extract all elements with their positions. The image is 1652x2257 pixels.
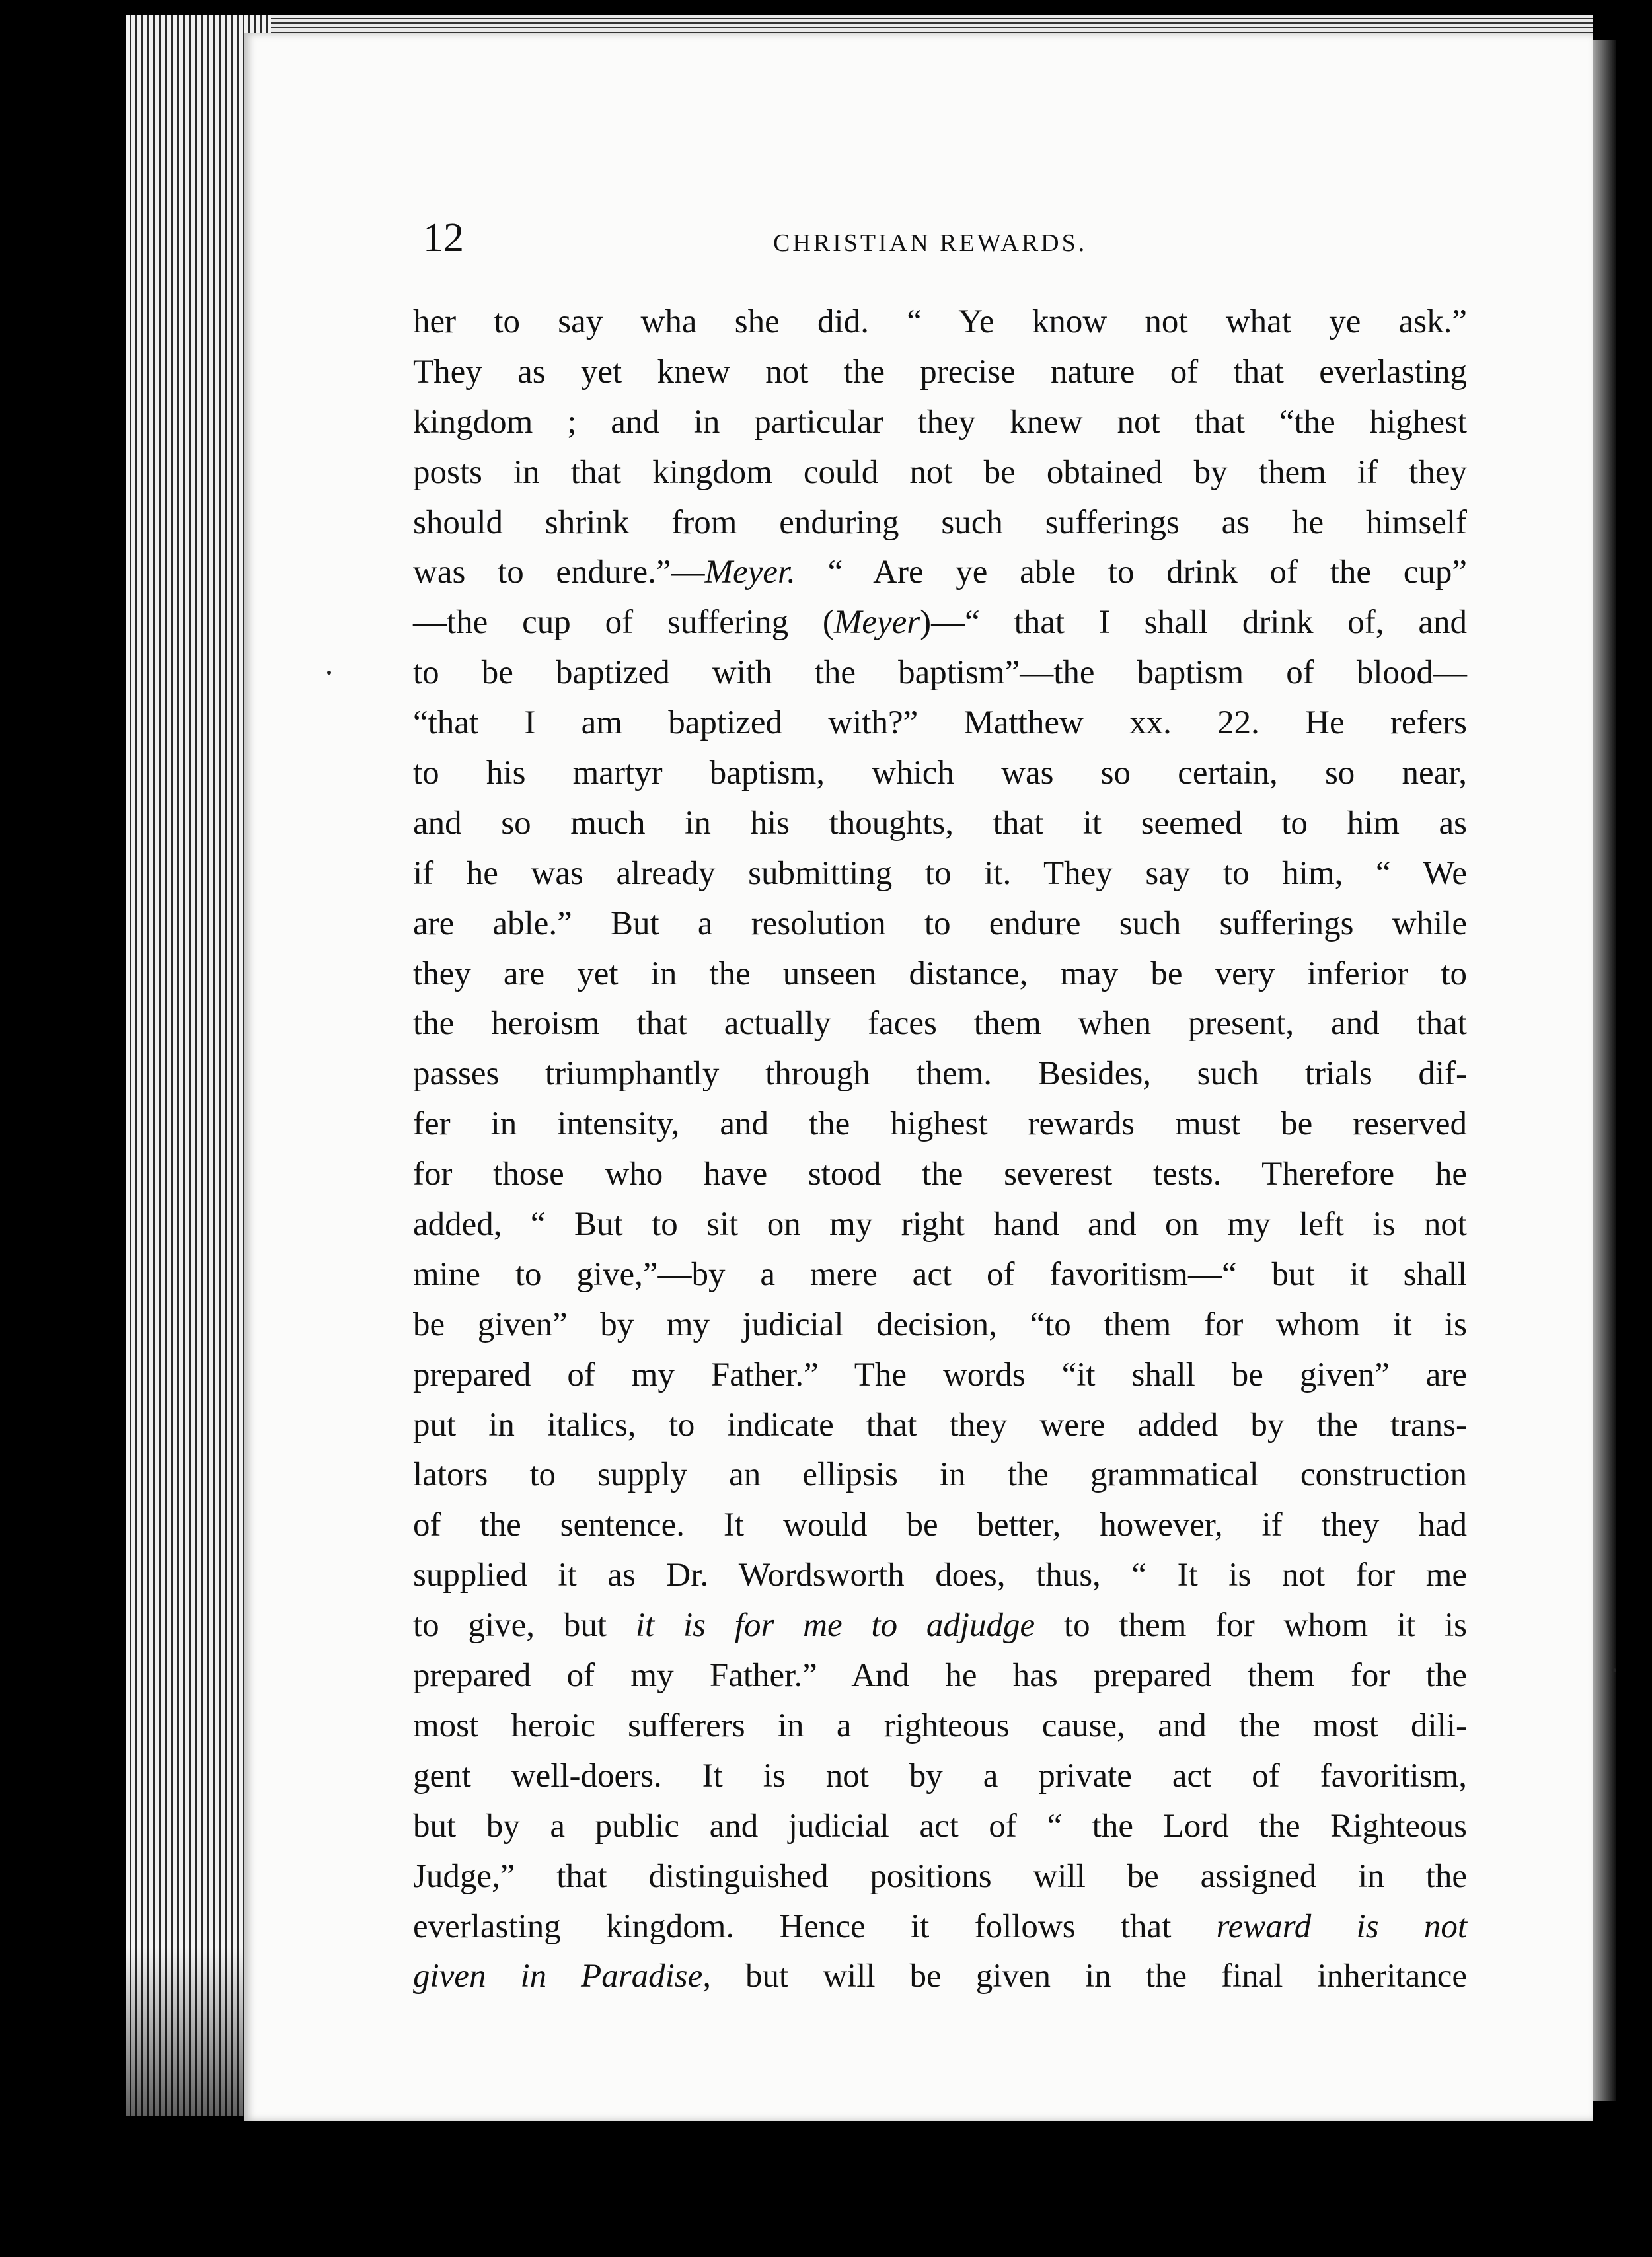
text-line	[413, 1701, 1467, 1752]
text-line	[413, 949, 1467, 1000]
text-line	[413, 548, 1467, 598]
text-segment: “ Are ye able to drink of the cup”	[795, 554, 1467, 591]
page-stack-top-edge	[172, 15, 1593, 34]
text-segment: for those who have stood the severest tests. Therefore he	[413, 1156, 1467, 1193]
text-segment: put in italics, to indicate that they were added by the trans-	[413, 1406, 1467, 1444]
text-line	[413, 1150, 1467, 1200]
text-segment: posts in that kingdom could not be obtained by them if they	[413, 453, 1467, 491]
text-line	[413, 698, 1467, 749]
text-segment: be given” by my judicial decision, “to them for whom it is	[413, 1306, 1467, 1343]
text-segment: fer in intensity, and the highest rewards must be reserved	[413, 1105, 1467, 1143]
text-segment: but by a public and judicial act of “ the Lord the Righteous	[413, 1807, 1467, 1845]
text-line	[413, 749, 1467, 799]
text-segment: reward is not	[1216, 1907, 1468, 1945]
text-segment: should shrink from enduring such sufferings as he himself	[413, 503, 1467, 541]
text-segment: Meyer.	[704, 554, 796, 591]
text-segment: prepared of my Father.” And he has prepared them for the	[413, 1657, 1467, 1695]
text-segment: of the sentence. It would be better, however, if they had	[413, 1506, 1467, 1544]
text-line	[413, 648, 1467, 698]
text-segment: to be baptized with the baptism”—the baptism of blood—	[413, 654, 1467, 692]
text-line	[413, 999, 1467, 1049]
text-line	[413, 1049, 1467, 1099]
text-segment: “that I am baptized with?” Matthew xx. 22. He refers	[413, 704, 1467, 742]
page-header	[423, 208, 1487, 268]
text-line	[413, 1551, 1467, 1601]
text-segment: given in Paradise,	[413, 1958, 712, 1995]
text-line	[413, 348, 1467, 398]
text-segment: prepared of my Father.” The words “it shall be given” are	[413, 1356, 1467, 1393]
text-segment: added, “ But to sit on my right hand and on my left is not	[413, 1206, 1467, 1243]
text-segment: are able.” But a resolution to endure such sufferings while	[413, 905, 1467, 942]
text-segment: the heroism that actually faces them when present, and that	[413, 1005, 1467, 1043]
text-segment: They as yet knew not the precise nature of that everlasting	[413, 353, 1467, 390]
text-segment: her to say wha she did. “ Ye know not what ye ask.”	[413, 303, 1467, 340]
text-segment: they are yet in the unseen distance, may be very inferior to	[413, 955, 1467, 992]
text-line	[413, 1401, 1467, 1451]
text-segment: supplied it as Dr. Wordsworth does, thus, “ It is not for me	[413, 1557, 1467, 1594]
text-line	[413, 398, 1467, 448]
text-line	[413, 1500, 1467, 1551]
text-line	[413, 1099, 1467, 1150]
text-line	[413, 799, 1467, 849]
text-line	[413, 448, 1467, 498]
running-title: CHRISTIAN REWARDS.	[773, 229, 1088, 257]
page-number: 12	[423, 215, 464, 260]
text-segment: most heroic sufferers in a righteous cause, and the most dili-	[413, 1707, 1467, 1744]
text-line	[413, 498, 1467, 548]
text-line	[413, 1952, 1467, 2002]
text-segment: to give, but	[413, 1607, 636, 1645]
text-line	[413, 1250, 1467, 1300]
text-segment: kingdom ; and in particular they knew not that “the highest	[413, 403, 1467, 441]
text-line	[413, 1300, 1467, 1350]
text-segment: was to endure.”—	[413, 554, 705, 591]
binding-shadow	[1589, 40, 1616, 2101]
text-segment: to them for whom it is	[1035, 1607, 1467, 1645]
text-line	[413, 1651, 1467, 1701]
text-segment: to his martyr baptism, which was so certain, so near,	[413, 755, 1467, 792]
text-line	[413, 1350, 1467, 1401]
text-segment: and so much in his thoughts, that it seemed to him as	[413, 804, 1467, 842]
text-line	[413, 1450, 1467, 1500]
body-text	[413, 297, 1467, 2002]
text-line	[413, 1752, 1467, 1802]
text-segment: mine to give,”—by a mere act of favoritism—“ but it shall	[413, 1255, 1467, 1293]
text-segment: if he was already submitting to it. They say to him, “ We	[413, 854, 1467, 892]
text-line	[413, 1601, 1467, 1651]
text-line	[413, 899, 1467, 949]
text-line	[413, 598, 1467, 648]
text-segment: lators to supply an ellipsis in the grammatical construction	[413, 1456, 1467, 1494]
text-line	[413, 1852, 1467, 1902]
text-segment: )—“ that I shall drink of, and	[920, 604, 1467, 642]
text-segment: it is for me to adjudge	[635, 1607, 1035, 1645]
text-line	[413, 1802, 1467, 1852]
text-segment: but will be given in the final inheritance	[711, 1958, 1468, 1995]
text-segment: everlasting kingdom. Hence it follows that	[413, 1907, 1217, 1945]
text-segment: —the cup of suffering (	[413, 604, 834, 642]
text-line	[413, 297, 1467, 348]
text-segment: gent well-doers. It is not by a private act of favoritism,	[413, 1757, 1467, 1794]
text-line	[413, 1200, 1467, 1250]
text-segment: Judge,” that distinguished positions will be assigned in the	[413, 1857, 1467, 1895]
text-line	[413, 849, 1467, 899]
scan-speck	[1612, 1668, 1616, 1672]
text-line	[413, 1902, 1467, 1952]
text-segment: passes triumphantly through them. Besides, such trials dif-	[413, 1055, 1467, 1093]
scan-speck	[327, 671, 331, 675]
text-segment: Meyer	[833, 604, 920, 642]
